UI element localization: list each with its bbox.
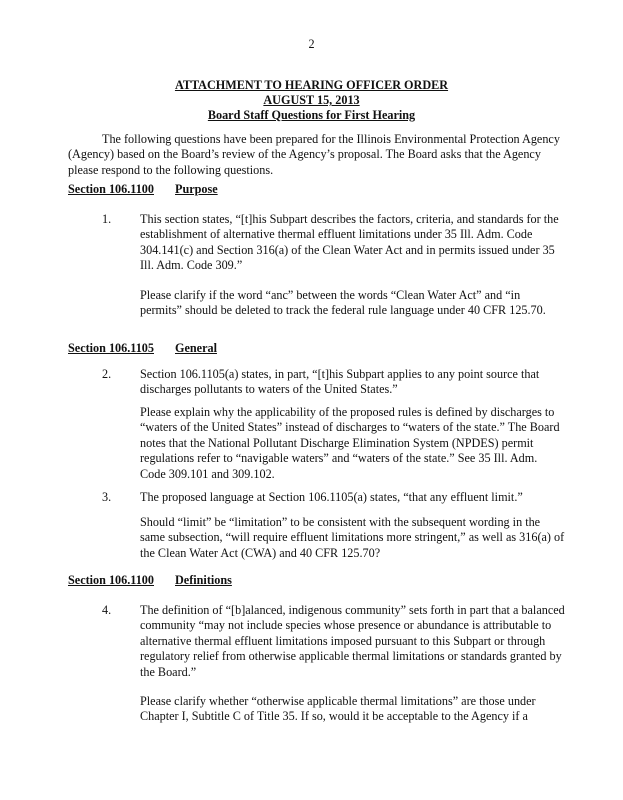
header-subtitle: Board Staff Questions for First Hearing <box>207 108 416 122</box>
page-number: 2 <box>308 37 315 51</box>
question-paragraph: Should “limit” be “limitation” to be consistent with the subsequent wording in the same subsection, “will require effluent limitations more stringent,” as well as 316(a) of the Clean Water Act (CWA) and 40 CFR 125.70? <box>140 515 565 560</box>
question-paragraph: This section states, “[t]his Subpart describes the factors, criteria, and standards for the establishment of alternative thermal effluent limitations under 35 Ill. Adm. Code 304.141(c) and Section 316(a) of the Clean Water Act and in permits issued under 35 Ill. Adm. Code 309.” <box>140 212 559 273</box>
header-title: ATTACHMENT TO HEARING OFFICER ORDER <box>174 78 449 92</box>
section-number: Section 106.1100 <box>68 182 154 196</box>
question-paragraph: Please clarify if the word “anc” between the words “Clean Water Act” and “in permits” should be deleted to track the federal rule language under 40 CFR 125.70. <box>140 288 546 318</box>
question-number: 3. <box>102 490 112 504</box>
question-paragraph: The definition of “[b]alanced, indigenous community” sets forth in part that a balanced community “may not include species whose presence or abundance is attributable to alternative thermal effluent limitations imposed pursuant to this Subpart or through regulatory relief from otherwise applicable thermal limitations or standards granted by the Board.” <box>140 603 565 679</box>
question-paragraph: Please clarify whether “otherwise applicable thermal limitations” are those under Chapter I, Subtitle C of Title 35. If so, would it be acceptable to the Agency if a <box>140 694 536 724</box>
section-number: Section 106.1100 <box>68 573 154 587</box>
section-title: General <box>175 341 217 355</box>
question-paragraph: Please explain why the applicability of the proposed rules is defined by discharges to “waters of the United States” instead of discharges to “waters of the state.” The Board notes that the National Pollutant Discharge Elimination System (NPDES) permit regulations refer to “navigable waters” and “waters of the state.” See 35 Ill. Adm. Code 309.101 and 309.102. <box>140 405 560 481</box>
section-title: Purpose <box>175 182 218 196</box>
question-paragraph: The proposed language at Section 106.1105(a) states, “that any effluent limit.” <box>140 490 523 504</box>
question-number: 4. <box>102 603 112 617</box>
question-number: 2. <box>102 367 112 381</box>
intro-paragraph: The following questions have been prepared for the Illinois Environmental Protection Agency (Agency) based on the Board’s review of the Agency’s proposal. The Board asks that the Agency please respond to the following questions. <box>68 132 560 177</box>
header-date: AUGUST 15, 2013 <box>263 93 360 107</box>
section-title: Definitions <box>175 573 232 587</box>
question-paragraph: Section 106.1105(a) states, in part, “[t]his Subpart applies to any point source that discharges pollutants to waters of the United States.” <box>140 367 540 397</box>
question-number: 1. <box>102 212 112 226</box>
section-number: Section 106.1105 <box>68 341 154 355</box>
